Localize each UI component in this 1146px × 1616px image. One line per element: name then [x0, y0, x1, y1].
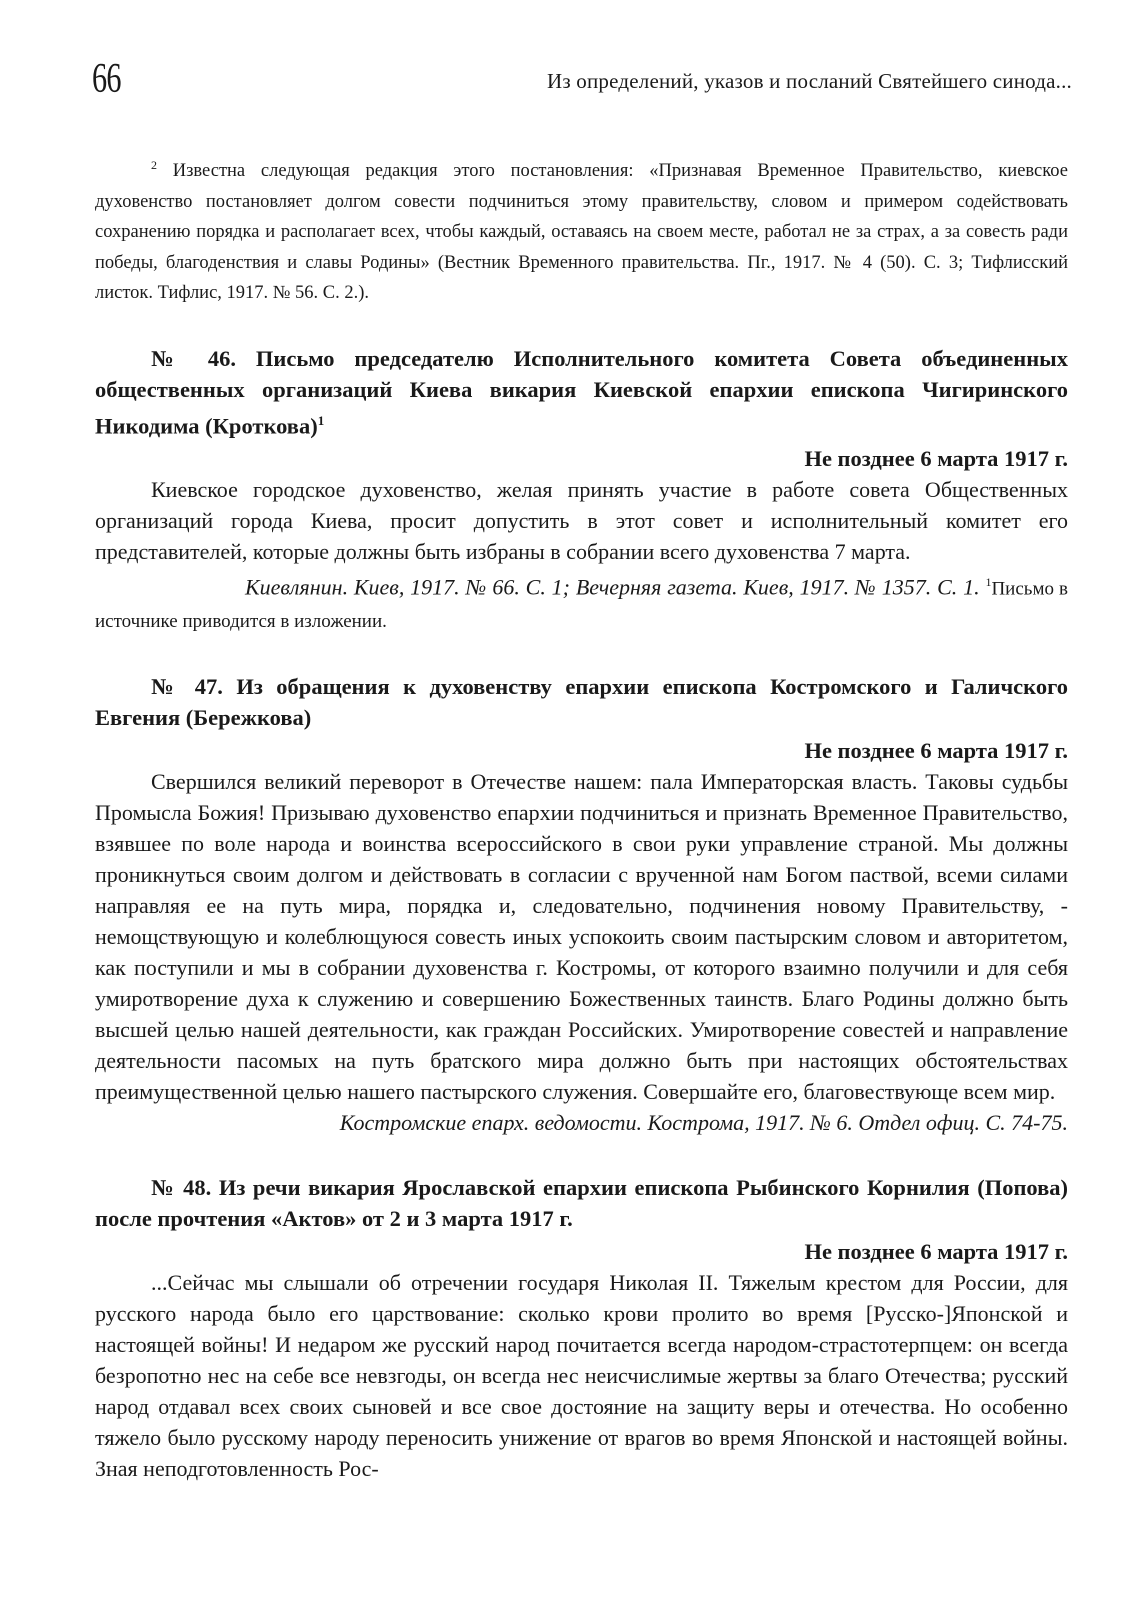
note-marker: 1: [985, 575, 992, 590]
page-content: [95, 150, 1068, 1484]
document-title: № 47. Из обращения к духовенству епархии епископа Костромского и Галичского Евгения (Бережкова): [95, 674, 1068, 731]
source-citation: [95, 567, 1068, 637]
document-body: ...Сейчас мы слышали об отречении государя Николая II. Тяжелым крестом для России, для русского народа было его царствование: сколько крови пролито во время [Русско-]Японской и настоящей войны! И недаром же русский народ почитается всегда народом-страстотерпцем: он всегда безропотно нес на себе все невзгоды, он всегда нес неисчислимые жертвы за благо Отечества; русский народ отдавал всех своих сыновей и все свое достояние на защиту веры и отечества. Но особенно тяжело было русскому народу переносить унижение от врагов во время Японской и настоящей войны. Зная неподготовленность Рос-: [95, 1270, 1068, 1482]
document-46: [95, 343, 1068, 638]
document-date: Не позднее 6 марта 1917 г.: [804, 446, 1068, 472]
source-note: Письмо в источнике приводится в изложении.: [95, 578, 1069, 633]
running-title: Из определений, указов и посланий Святейшего синода...: [546, 69, 1072, 93]
document-47: [95, 671, 1068, 1138]
document-title: № 48. Из речи викария Ярославской епархии епископа Рыбинского Корнилия (Попова) после прочтения «Актов» от 2 и 3 марта 1917 г.: [95, 1175, 1068, 1232]
page-header: [92, 55, 1072, 115]
source-text: Киевлянин. Киев, 1917. № 66. С. 1; Вечерняя газета. Киев, 1917. № 1357. С. 1.: [245, 574, 980, 600]
document-title: № 46. Письмо председателю Исполнительного комитета Совета объединенных общественных организаций Киева викария Киевской епархии епископа Чигиринского Никодима (Кроткова)$^1$: [95, 345, 1068, 439]
top-footnote: [95, 150, 1068, 309]
title-footnote-marker: 1: [317, 412, 325, 428]
footnote-marker: 2: [151, 158, 157, 172]
source-citation: Костромские епарх. ведомости. Кострома, 1917. № 6. Отдел офиц. С. 74-75.: [339, 1110, 1068, 1136]
document-date: Не позднее 6 марта 1917 г.: [804, 738, 1068, 764]
document-date: Не позднее 6 марта 1917 г.: [804, 1239, 1068, 1265]
document-body: Свершился великий переворот в Отечестве нашем: пала Императорская власть. Таковы судьбы Промысла Божия! Призываю духовенство епархии подчиниться и признать Временное Правительство, взявшее по воле народа и воинства всероссийского в свои руки управление страной. Мы должны проникнуться своим долгом и действовать в согласии с врученной нам Богом паствой, всеми силами направляя ее на путь мира, порядка и, следовательно, подчинения новому Правительству, - немощствующую и колеблющуюся совесть иных успокоить своим пастырским словом и авторитетом, как поступили и мы в собрании духовенства г. Костромы, от которого взаимно получили и для себя умиротворение духа к служению и совершению Божественных таинств. Благо Родины должно быть высшей целью нашей деятельности, как граждан Российских. Умиротворение совестей и направление деятельности пасомых на путь братского мира должно быть при настоящих обстоятельствах преимущественной целью нашего пастырского служения. Совершайте его, благовествующе всем мир.: [95, 769, 1068, 1105]
document-body: Киевское городское духовенство, желая принять участие в работе совета Общественных организаций города Киева, просит допустить в этот совет и исполнительный комитет его представителей, которые должны быть избраны в собрании всего духовенства 7 марта.: [95, 477, 1068, 565]
page-number: 66: [92, 56, 121, 102]
document-48: [95, 1172, 1068, 1484]
footnote-text: Известна следующая редакция этого постановления: «Признавая Временное Правительство, киевское духовенство постановляет долгом совести подчиниться этому правительству, словом и примером содействовать сохранению порядка и располагает всех, чтобы каждый, оставаясь на своем месте, работал не за страх, а за совесть ради победы, благоденствия и славы Родины» (Вестник Временного правительства. Пг., 1917. № 4 (50). С. 3; Тифлисский листок. Тифлис, 1917. № 56. С. 2.).: [95, 161, 1068, 304]
